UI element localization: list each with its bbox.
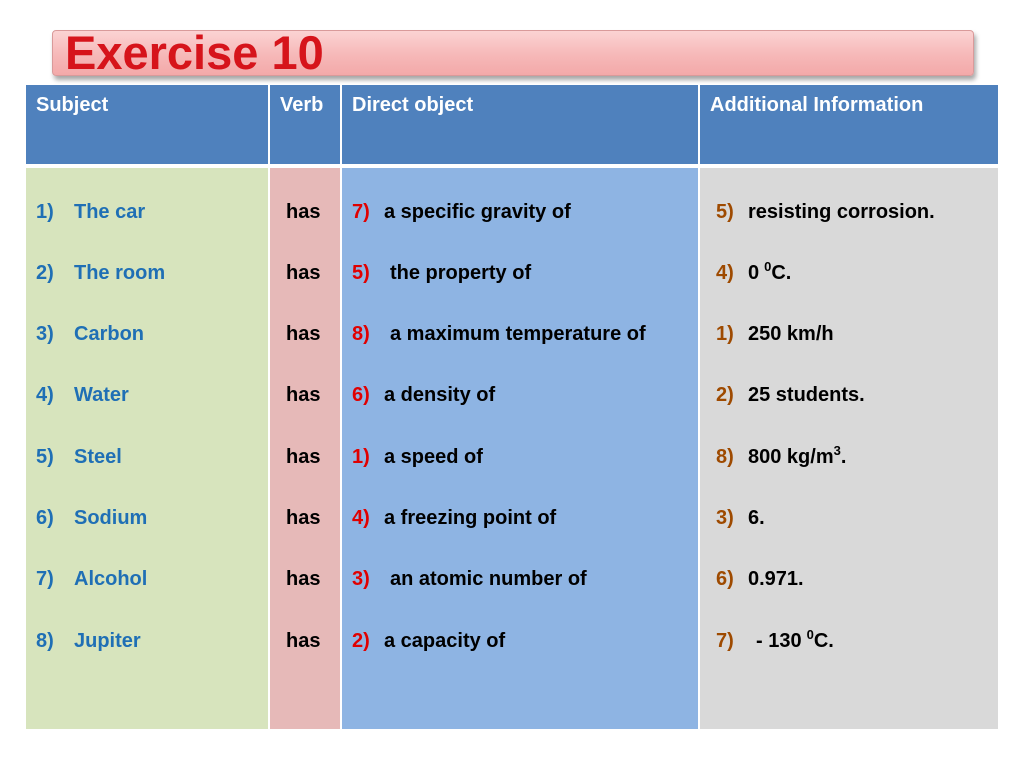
verb-text: has: [286, 323, 321, 345]
subject-text: Steel: [74, 446, 122, 468]
subject-row: [26, 258, 268, 288]
exercise-table: [26, 85, 998, 729]
verb-cell: [270, 168, 340, 729]
additional-info-text: [748, 319, 834, 349]
additional-info-row: [700, 197, 998, 227]
additional-info-text: [748, 197, 935, 227]
additional-info-number: 4): [716, 262, 734, 284]
additional-info-row: [700, 503, 998, 533]
direct-object-number: 3): [352, 568, 370, 590]
subject-text: Carbon: [74, 323, 144, 345]
direct-object-row: [342, 319, 698, 349]
additional-info-row: [700, 319, 998, 349]
verb-text: has: [286, 446, 321, 468]
additional-info-number: 2): [716, 384, 734, 406]
direct-object-column: [342, 85, 698, 729]
info-value: - 130: [756, 630, 802, 652]
direct-object-text: a freezing point of: [384, 507, 557, 529]
additional-info-text: [748, 503, 765, 533]
verb-text: has: [286, 568, 321, 590]
info-superscript: 0: [806, 627, 814, 642]
verb-text: has: [286, 201, 321, 223]
info-value: 0: [748, 262, 760, 284]
direct-object-row: [342, 626, 698, 656]
additional-info-text: [748, 258, 791, 288]
subject-text: Sodium: [74, 507, 148, 529]
subject-row: [26, 197, 268, 227]
page-title: Exercise 10: [65, 26, 324, 79]
verb-header: Verb: [270, 85, 340, 164]
info-value: 800 kg/m: [748, 446, 834, 468]
verb-row: [270, 380, 340, 410]
verb-text: has: [286, 384, 321, 406]
subject-number: 2): [36, 262, 54, 284]
info-suffix: C.: [771, 262, 792, 284]
direct-object-row: [342, 380, 698, 410]
subject-cell: [26, 168, 268, 729]
direct-object-cell: [342, 168, 698, 729]
direct-object-row: [342, 503, 698, 533]
additional-info-number: 5): [716, 201, 734, 223]
direct-object-row: [342, 564, 698, 594]
subject-row: [26, 442, 268, 472]
subject-row: [26, 564, 268, 594]
direct-object-text: the property of: [390, 262, 532, 284]
subject-text: Jupiter: [74, 630, 141, 652]
info-value: resisting corrosion.: [748, 201, 935, 223]
verb-text: has: [286, 630, 321, 652]
subject-number: 7): [36, 568, 54, 590]
info-value: 250 km/h: [748, 323, 834, 345]
subject-text: Water: [74, 384, 129, 406]
additional-info-row: [700, 380, 998, 410]
subject-row: [26, 503, 268, 533]
info-value: 0.971.: [748, 568, 804, 590]
direct-object-row: [342, 442, 698, 472]
subject-number: 3): [36, 323, 54, 345]
direct-object-text: a capacity of: [384, 630, 506, 652]
additional-info-number: 8): [716, 446, 734, 468]
verb-text: has: [286, 262, 321, 284]
subject-row: [26, 626, 268, 656]
direct-object-number: 1): [352, 446, 370, 468]
verb-text: has: [286, 507, 321, 529]
additional-info-number: 7): [716, 630, 734, 652]
subject-column: [26, 85, 268, 729]
subject-number: 5): [36, 446, 54, 468]
additional-info-row: [700, 442, 998, 472]
additional-info-row: [700, 564, 998, 594]
additional-info-number: 6): [716, 568, 734, 590]
verb-row: [270, 442, 340, 472]
direct-object-row: [342, 197, 698, 227]
title-banner: [52, 26, 974, 79]
additional-info-text: [756, 626, 834, 656]
subject-header: Subject: [26, 85, 268, 164]
subject-row: [26, 380, 268, 410]
direct-object-number: 4): [352, 507, 370, 529]
info-value: 25 students.: [748, 384, 865, 406]
additional-info-column: [700, 85, 998, 729]
verb-row: [270, 197, 340, 227]
direct-object-number: 2): [352, 630, 370, 652]
direct-object-header: Direct object: [342, 85, 698, 164]
direct-object-text: a density of: [384, 384, 496, 406]
subject-row: [26, 319, 268, 349]
additional-info-text: [748, 442, 846, 472]
verb-row: [270, 626, 340, 656]
direct-object-number: 8): [352, 323, 370, 345]
direct-object-number: 7): [352, 201, 370, 223]
subject-text: The room: [74, 262, 166, 284]
verb-row: [270, 564, 340, 594]
additional-info-cell: [700, 168, 998, 729]
additional-info-number: 3): [716, 507, 734, 529]
additional-info-number: 1): [716, 323, 734, 345]
info-value: 6.: [748, 507, 765, 529]
additional-info-text: [748, 380, 865, 410]
direct-object-number: 5): [352, 262, 370, 284]
subject-text: Alcohol: [74, 568, 148, 590]
direct-object-row: [342, 258, 698, 288]
subject-number: 4): [36, 384, 54, 406]
direct-object-text: a speed of: [384, 446, 483, 468]
direct-object-text: an atomic number of: [390, 568, 587, 590]
subject-number: 1): [36, 201, 54, 223]
additional-info-row: [700, 258, 998, 288]
subject-number: 6): [36, 507, 54, 529]
direct-object-number: 6): [352, 384, 370, 406]
subject-text: The car: [74, 201, 146, 223]
info-suffix: C.: [813, 630, 834, 652]
verb-row: [270, 258, 340, 288]
verb-row: [270, 319, 340, 349]
direct-object-text: a maximum temperature of: [390, 323, 646, 345]
verb-column: [270, 85, 340, 729]
direct-object-text: a specific gravity of: [384, 201, 571, 223]
info-suffix: .: [840, 446, 847, 468]
additional-info-row: [700, 626, 998, 656]
verb-row: [270, 503, 340, 533]
additional-info-text: [748, 564, 804, 594]
subject-number: 8): [36, 630, 54, 652]
info-superscript: 3: [833, 443, 841, 458]
additional-info-header: Additional Information: [700, 85, 998, 164]
info-superscript: 0: [764, 259, 772, 274]
